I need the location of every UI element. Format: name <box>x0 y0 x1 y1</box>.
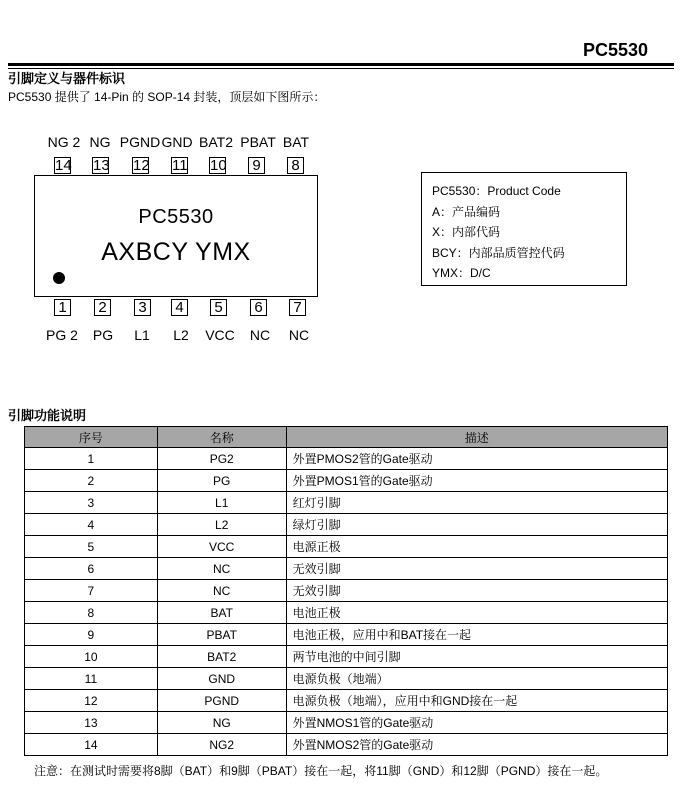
header-rule-thick <box>8 63 674 66</box>
table-row <box>25 624 668 646</box>
cell-description: 红灯引脚 <box>286 492 667 514</box>
cell-index: 4 <box>25 514 158 536</box>
section-title-pin-function: 引脚功能说明 <box>8 408 87 423</box>
cell-index: 12 <box>25 690 158 712</box>
pin-label-1: PG 2 <box>46 327 78 343</box>
table-row <box>25 646 668 668</box>
pin-function-table <box>24 426 668 756</box>
cell-name: L1 <box>157 492 286 514</box>
cell-description: 两节电池的中间引脚 <box>286 646 667 668</box>
cell-description: 电源负极（地端），应用中和GND接在一起 <box>286 690 667 712</box>
legend-line: BCY：内部品质管控代码 <box>432 245 565 260</box>
table-row <box>25 448 668 470</box>
pin-box-11: 11 <box>172 157 188 174</box>
legend-line: YMX：D/C <box>432 266 491 280</box>
table-row <box>25 602 668 624</box>
pin-label-7: NC <box>288 327 310 343</box>
cell-name: BAT2 <box>157 646 286 668</box>
pin1-indicator-dot <box>53 272 65 284</box>
cell-index: 13 <box>25 712 158 734</box>
test-note: 注意：在测试时需要将8脚（BAT）和9脚（PBAT）接在一起，将11脚（GND）和12脚（PGND）接在一起。 <box>34 764 608 778</box>
table-row <box>25 580 668 602</box>
cell-index: 5 <box>25 536 158 558</box>
chip-package-body <box>34 175 318 297</box>
cell-index: 9 <box>25 624 158 646</box>
cell-index: 2 <box>25 470 158 492</box>
cell-name: BAT <box>157 602 286 624</box>
pin-box-8: 8 <box>287 157 304 174</box>
cell-description: 外置NMOS1管的Gate驱动 <box>286 712 667 734</box>
cell-description: 外置PMOS2管的Gate驱动 <box>286 448 667 470</box>
header-model: PC5530 <box>582 40 648 60</box>
section-title-pin-definition: 引脚定义与器件标识 <box>8 71 126 86</box>
cell-description: 无效引脚 <box>286 580 667 602</box>
cell-name: NC <box>157 558 286 580</box>
pin-label-10: BAT2 <box>199 134 233 150</box>
pin-box-5: 5 <box>210 299 227 316</box>
cell-name: PG <box>157 470 286 492</box>
pin-box-4: 4 <box>171 299 188 316</box>
cell-description: 电池正极 <box>286 602 667 624</box>
intro-text: PC5530 提供了 14-Pin 的 SOP-14 封装，顶层如下图所示： <box>8 90 326 104</box>
table-row <box>25 734 668 756</box>
cell-description: 电源正极 <box>286 536 667 558</box>
cell-description: 无效引脚 <box>286 558 667 580</box>
cell-index: 6 <box>25 558 158 580</box>
pin-box-10: 10 <box>210 157 227 174</box>
table-header-row <box>25 427 668 448</box>
pin-box-7: 7 <box>289 299 306 316</box>
pin-box-1: 1 <box>54 299 71 316</box>
table-row <box>25 492 668 514</box>
pin-box-3: 3 <box>134 299 151 316</box>
cell-index: 14 <box>25 734 158 756</box>
pin-label-6: NC <box>249 327 271 343</box>
pin-label-11: GND <box>161 134 193 150</box>
cell-index: 7 <box>25 580 158 602</box>
cell-name: L2 <box>157 514 286 536</box>
pin-label-5: VCC <box>205 327 235 343</box>
pin-box-6: 6 <box>250 299 267 316</box>
cell-description: 电源负极（地端） <box>286 668 667 690</box>
pin-label-13: NG <box>89 134 111 150</box>
table-row <box>25 514 668 536</box>
table-row <box>25 712 668 734</box>
pin-label-3: L1 <box>134 327 150 343</box>
cell-index: 3 <box>25 492 158 514</box>
header-index: 序号 <box>25 427 158 448</box>
pin-box-9: 9 <box>248 157 265 174</box>
cell-name: GND <box>157 668 286 690</box>
header-name: 名称 <box>157 427 286 448</box>
legend-line: X：内部代码 <box>432 225 501 239</box>
pin-box-13: 13 <box>93 157 110 174</box>
pin-box-2: 2 <box>94 299 111 316</box>
pin-label-9: PBAT <box>240 134 276 150</box>
pin-label-8: BAT <box>282 134 310 150</box>
pin-label-14: NG 2 <box>47 134 81 150</box>
table-row <box>25 668 668 690</box>
cell-description: 绿灯引脚 <box>286 514 667 536</box>
marking-legend-box <box>421 172 627 286</box>
table-row <box>25 558 668 580</box>
cell-description: 电池正极，应用中和BAT接在一起 <box>286 624 667 646</box>
cell-name: PG2 <box>157 448 286 470</box>
table-row <box>25 690 668 712</box>
pin-box-12: 12 <box>133 157 150 174</box>
cell-description: 外置NMOS2管的Gate驱动 <box>286 734 667 756</box>
cell-name: NC <box>157 580 286 602</box>
chip-code-marking: AXBCY YMX <box>101 238 251 266</box>
cell-name: PGND <box>157 690 286 712</box>
cell-index: 10 <box>25 646 158 668</box>
table-row <box>25 536 668 558</box>
pin-label-12: PGND <box>119 134 161 150</box>
pin-label-2: PG <box>92 327 114 343</box>
cell-name: PBAT <box>157 624 286 646</box>
chip-model-marking: PC5530 <box>138 206 214 228</box>
pin-label-4: L2 <box>173 327 189 343</box>
legend-line: A：产品编码 <box>432 204 501 219</box>
table-row <box>25 470 668 492</box>
cell-index: 8 <box>25 602 158 624</box>
cell-description: 外置PMOS1管的Gate驱动 <box>286 470 667 492</box>
cell-name: NG2 <box>157 734 286 756</box>
pin-box-14: 14 <box>55 157 72 174</box>
cell-index: 1 <box>25 448 158 470</box>
cell-name: VCC <box>157 536 286 558</box>
header-description: 描述 <box>286 427 667 448</box>
cell-name: NG <box>157 712 286 734</box>
cell-index: 11 <box>25 668 158 690</box>
legend-line: PC5530：Product Code <box>432 184 561 198</box>
